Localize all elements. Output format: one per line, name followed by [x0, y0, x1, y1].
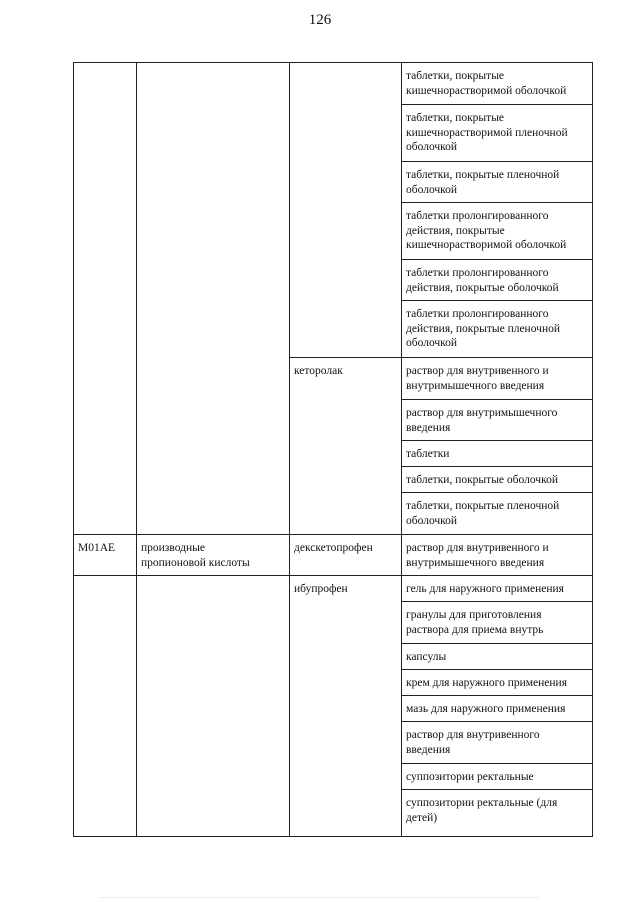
- column-divider-1: [136, 62, 137, 836]
- row-divider: [73, 575, 593, 576]
- dosage-form-cell: капсулы: [406, 651, 447, 663]
- drug-name-cell: декскетопрофен: [294, 542, 373, 554]
- row-divider: [401, 601, 593, 602]
- dosage-form-cell: раствор для внутримышечного введения: [406, 407, 558, 434]
- dosage-form-cell: гранулы для приготовления раствора для приема внутрь: [406, 609, 544, 636]
- dosage-form-cell: таблетки пролонгированного действия, покрытые кишечнорастворимой оболочкой: [406, 210, 567, 251]
- row-divider: [73, 534, 593, 535]
- scan-artifact-line: [100, 897, 540, 901]
- row-divider: [401, 492, 593, 493]
- dosage-form-cell: крем для наружного применения: [406, 677, 568, 689]
- dosage-form-cell: суппозитории ректальные: [406, 771, 534, 783]
- row-divider: [401, 763, 593, 764]
- row-divider: [401, 202, 593, 203]
- dosage-form-cell: раствор для внутривенного введения: [406, 729, 540, 756]
- row-divider: [401, 399, 593, 400]
- group-name-cell: производные пропионовой кислоты: [141, 542, 250, 569]
- page-number: 126: [308, 12, 332, 28]
- row-divider: [401, 466, 593, 467]
- table-border-top: [73, 62, 593, 63]
- dosage-form-cell: таблетки, покрытые оболочкой: [406, 474, 558, 486]
- dosage-form-cell: мазь для наружного применения: [406, 703, 566, 715]
- dosage-form-cell: раствор для внутривенного и внутримышечного введения: [406, 542, 549, 569]
- row-divider: [401, 669, 593, 670]
- dosage-form-cell: раствор для внутривенного и внутримышечного введения: [406, 365, 549, 392]
- dosage-form-cell: таблетки пролонгированного действия, покрытые оболочкой: [406, 267, 559, 294]
- atc-code-cell: M01AE: [78, 542, 116, 554]
- row-divider: [401, 721, 593, 722]
- drug-name-cell: кеторолак: [294, 365, 343, 377]
- dosage-form-cell: таблетки, покрытые пленочной оболочкой: [406, 169, 560, 196]
- column-divider-3: [401, 62, 402, 836]
- dosage-form-cell: таблетки, покрытые кишечнорастворимой пленочной оболочкой: [406, 112, 568, 153]
- row-divider: [401, 789, 593, 790]
- table-border-right: [592, 62, 593, 836]
- row-divider: [401, 161, 593, 162]
- table-border-left: [73, 62, 74, 836]
- table-border-bottom: [73, 836, 593, 837]
- row-divider: [401, 643, 593, 644]
- row-divider: [401, 695, 593, 696]
- row-divider: [401, 259, 593, 260]
- row-divider: [401, 104, 593, 105]
- row-divider: [401, 440, 593, 441]
- dosage-form-cell: таблетки, покрытые пленочной оболочкой: [406, 500, 560, 527]
- row-divider: [401, 300, 593, 301]
- dosage-form-cell: таблетки, покрытые кишечнорастворимой оболочкой: [406, 70, 567, 97]
- dosage-form-cell: таблетки: [406, 448, 450, 460]
- column-divider-2: [289, 62, 290, 836]
- drug-name-cell: ибупрофен: [294, 583, 348, 595]
- row-divider: [289, 357, 593, 358]
- dosage-form-cell: суппозитории ректальные (для детей): [406, 797, 558, 824]
- dosage-form-cell: таблетки пролонгированного действия, покрытые пленочной оболочкой: [406, 308, 561, 349]
- dosage-form-cell: гель для наружного применения: [406, 583, 564, 595]
